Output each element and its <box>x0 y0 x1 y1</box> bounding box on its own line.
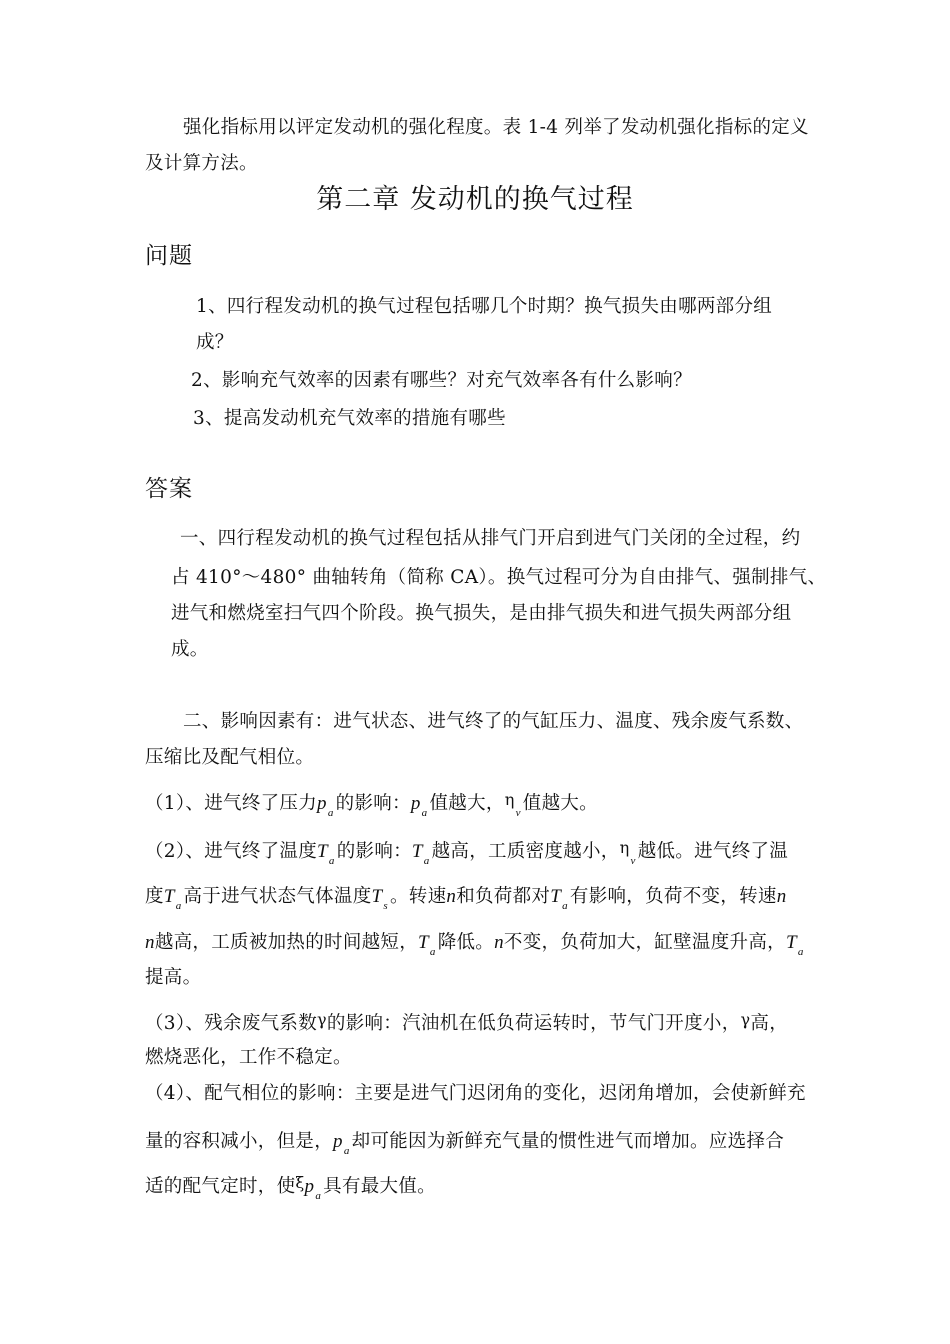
subscript-a: a <box>429 946 436 958</box>
factor-4-line-3 <box>145 1175 436 1201</box>
speed-symbol: n <box>145 932 155 953</box>
temperature-symbol: T <box>550 886 562 907</box>
subscript-a: a <box>328 855 335 867</box>
subscript-s: s <box>383 900 388 912</box>
eta-symbol: η <box>504 790 515 809</box>
gamma-symbol: γ <box>740 1010 751 1029</box>
answers-heading: 答案 <box>145 476 193 502</box>
subscript-v: v <box>630 855 636 867</box>
factor-2-text-l: 不变，负荷加大，缸壁温度升高， <box>503 932 786 953</box>
factor-2-text-b: 的影响： <box>336 841 412 862</box>
factor-1-text-b: 的影响： <box>335 793 411 814</box>
temperature-symbol: T <box>163 886 175 907</box>
factor-4-text-d: 具有最大值。 <box>323 1176 436 1197</box>
factor-3-text-c: 高， <box>750 1013 788 1034</box>
factor-4-text-c: 适的配气定时，使 <box>145 1176 296 1197</box>
answer-2-line-1: 二、影响因素有：进气状态、进气终了的气缸压力、温度、残余废气系数、 <box>183 711 804 732</box>
subscript-v: v <box>515 807 521 819</box>
factor-2-text-d: 越低。进气终了温 <box>637 841 789 862</box>
temperature-symbol: T <box>418 932 429 953</box>
questions-heading: 问题 <box>145 243 193 269</box>
subscript-a: a <box>327 807 334 819</box>
eta-symbol: η <box>619 838 630 857</box>
factor-3-line-1 <box>145 1012 788 1036</box>
answer-1-line-4: 成。 <box>171 639 209 660</box>
speed-symbol: n <box>776 886 787 907</box>
speed-symbol: n <box>494 932 504 953</box>
gamma-symbol: γ <box>317 1010 327 1029</box>
subscript-a: a <box>423 855 430 867</box>
answer-1-line-3: 进气和燃烧室扫气四个阶段。换气损失，是由排气损失和进气损失两部分组 <box>171 603 792 624</box>
factor-2-line-1 <box>145 840 788 866</box>
factor-2-text-j: 越高，工质被加热的时间越短， <box>154 932 419 953</box>
factor-2-text-f: 高于进气状态气体温度 <box>183 886 372 907</box>
factor-1-text-d: 值越大。 <box>522 793 598 814</box>
answer-1-line-1: 一、四行程发动机的换气过程包括从排气门开启到进气门关闭的全过程，约 <box>180 528 801 549</box>
factor-2-text-e: 度 <box>145 886 164 907</box>
xi-symbol: ξ <box>295 1173 305 1192</box>
subscript-a: a <box>315 1190 322 1202</box>
factor-2-text-h: 和负荷都对 <box>456 886 551 907</box>
temperature-symbol: T <box>317 841 328 862</box>
factor-1-line <box>145 792 598 818</box>
factor-2-line-2 <box>145 885 787 911</box>
factor-2-text-i: 有影响，负荷不变，转速 <box>569 886 777 907</box>
factor-2-text-g: 。转速 <box>389 886 447 907</box>
factor-1-text-a: （1）、进气终了压力 <box>145 793 318 814</box>
pressure-symbol: p <box>317 793 327 814</box>
pressure-symbol: p <box>304 1176 315 1197</box>
pressure-symbol: p <box>333 1131 343 1152</box>
factor-2-text-a: （2）、进气终了温度 <box>145 841 318 862</box>
factor-2-line-3 <box>145 931 806 957</box>
pressure-symbol: p <box>410 793 421 814</box>
factor-2-text-c: 越高，工质密度越小， <box>431 841 620 862</box>
speed-symbol: n <box>446 886 457 907</box>
subscript-a: a <box>562 900 568 912</box>
answer-1-line-2: 占 410°～480° 曲轴转角（简称 CA）。换气过程可分为自由排气、强制排气、 <box>171 567 827 588</box>
chapter-title: 第二章 发动机的换气过程 <box>316 184 634 215</box>
factor-4-line-1: （4）、配气相位的影响：主要是进气门迟闭角的变化，迟闭角增加，会使新鲜充 <box>145 1083 806 1104</box>
temperature-symbol: T <box>411 841 423 862</box>
subscript-a: a <box>797 946 804 958</box>
factor-4-line-2 <box>145 1130 784 1156</box>
temperature-symbol: T <box>371 886 383 907</box>
answer-2-line-2: 压缩比及配气相位。 <box>145 747 315 768</box>
factor-1-text-c: 值越大， <box>429 793 505 814</box>
question-1-line-2: 成？ <box>196 332 234 353</box>
subscript-a: a <box>175 900 182 912</box>
factor-3-line-2: 燃烧恶化，工作不稳定。 <box>145 1047 352 1068</box>
question-3: 3、提高发动机充气效率的措施有哪些 <box>193 408 506 429</box>
factor-3-text-a: （3）、残余废气系数 <box>145 1013 318 1034</box>
temperature-symbol: T <box>785 932 797 953</box>
factor-2-text-k: 降低。 <box>437 932 495 953</box>
subscript-a: a <box>343 1145 350 1157</box>
question-1-line-1: 1、四行程发动机的换气过程包括哪几个时期？换气损失由哪两部分组 <box>196 296 773 317</box>
intro-line-2: 及计算方法。 <box>145 153 258 174</box>
factor-4-text-a: 量的容积减小，但是， <box>145 1131 334 1152</box>
factor-2-line-4: 提高。 <box>145 967 202 988</box>
factor-3-text-b: 的影响：汽油机在低负荷运转时，节气门开度小， <box>326 1013 741 1034</box>
intro-line-1: 强化指标用以评定发动机的强化程度。表 1-4 列举了发动机强化指标的定义 <box>183 117 809 138</box>
factor-4-text-b: 却可能因为新鲜充气量的惯性进气而增加。应选择合 <box>351 1131 785 1152</box>
subscript-a: a <box>421 807 428 819</box>
question-2: 2、影响充气效率的因素有哪些？对充气效率各有什么影响？ <box>191 370 692 391</box>
